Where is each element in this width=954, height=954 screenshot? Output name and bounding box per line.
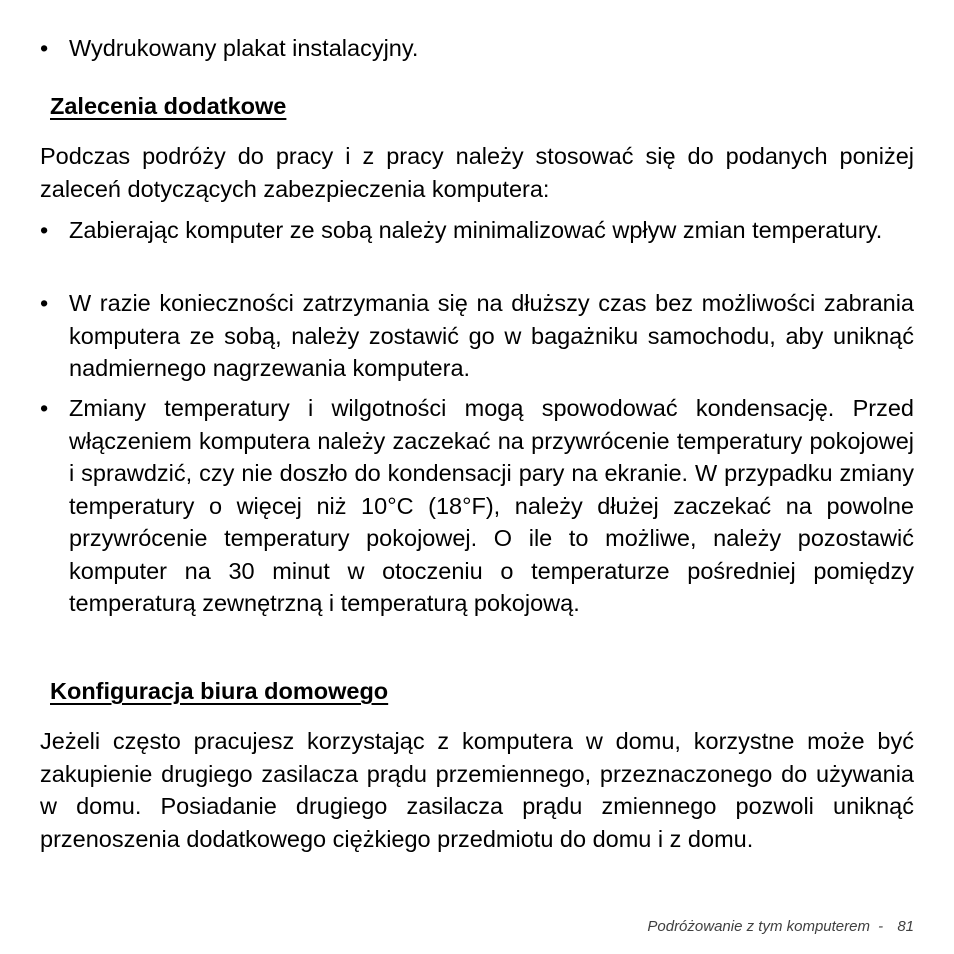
section-body-paragraph: Jeżeli często pracujesz korzystając z komputera w domu, korzystne może być zakupienie drugiego zasilacza prądu przemiennego, przeznaczonego do używania w domu. Posiadanie drugiego zasilacza prądu zmiennego pozwoli uniknąć przenoszenia dodatkowego ciężkiego przedmiotu do domu i z domu. [40,728,914,852]
bullet-marker: • [40,395,49,421]
list-item [40,392,914,620]
section-intro-paragraph: Podczas podróży do pracy i z pracy należy stosować się do podanych poniżej zaleceń dotyczących zabezpieczenia komputera: [40,143,914,202]
list-item [40,287,914,385]
list-item-text: Zabierając komputer ze sobą należy minimalizować wpływ zmian temperatury. [69,217,883,243]
page-footer [647,918,914,935]
section-heading-additional-recommendations: Zalecenia dodatkowe [50,93,287,119]
footer-separator: - [878,918,884,935]
list-item-text: W razie konieczności zatrzymania się na dłuższy czas bez możliwości zabrania komputera ze sobą, należy zostawić go w bagażniku samochodu, aby uniknąć nadmiernego nagrzewania komputera. [69,290,914,381]
page-number: 81 [897,918,914,935]
list-item-text: Wydrukowany plakat instalacyjny. [69,35,419,61]
section-heading-home-office-setup: Konfiguracja biura domowego [50,678,389,704]
bullet-marker: • [40,35,49,61]
list-item-text: Zmiany temperatury i wilgotności mogą spowodować kondensację. Przed włączeniem komputera należy zaczekać na przywrócenie temperatury pokojowej i sprawdzić, czy nie doszło do kondensacji pary na ekranie. W przypadku zmiany temperatury o więcej niż 10°C (18°F), należy dłużej zaczekać na powolne przywrócenie temperatury pokojowej. O ile to możliwe, należy pozostawić komputer na 30 minut w otoczeniu o temperaturze pośredniej pomiędzy temperaturą zewnętrzną i temperaturą pokojową. [69,395,914,616]
list-item [40,214,914,247]
bullet-marker: • [40,217,49,243]
list-item [40,32,914,65]
footer-chapter-title: Podróżowanie z tym komputerem [647,918,870,935]
bullet-marker: • [40,290,49,316]
